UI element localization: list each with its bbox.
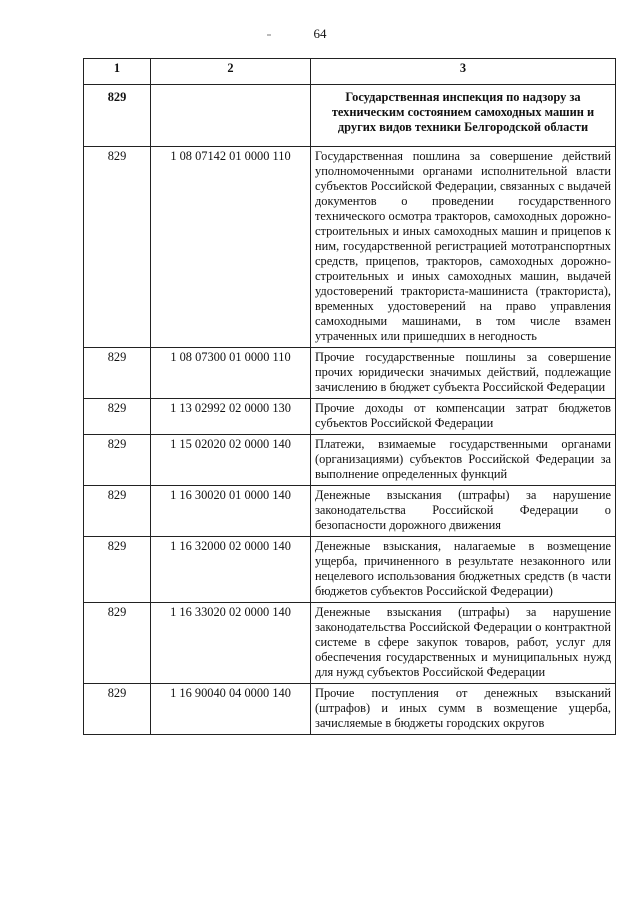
admin-code-cell: 829 [84, 537, 151, 603]
administrator-kbk [151, 85, 311, 147]
table-row [84, 348, 616, 399]
administrator-code: 829 [84, 85, 151, 147]
kbk-code-cell: 1 16 33020 02 0000 140 [151, 603, 311, 684]
table-row [84, 147, 616, 348]
admin-code-cell: 829 [84, 486, 151, 537]
table-row [84, 603, 616, 684]
kbk-code-cell: 1 16 90040 04 0000 140 [151, 684, 311, 735]
kbk-code-cell: 1 08 07300 01 0000 110 [151, 348, 311, 399]
administrator-name: Государственная инспекция по надзору за техническим состоянием самоходных машин и других видов техники Белгородской области [311, 85, 616, 147]
revenue-description-cell: Государственная пошлина за совершение действий уполномоченными органами исполнительной власти субъектов Российской Федерации, связанных с выдачей документов о проведении государственного технического осмотра тракторов, самоходных дорожно-строительных и иных самоходных машин и прицепов к ним, государственной регистрацией мототранспортных средств, прицепов, тракторов, самоходных дорожно-строительных и иных самоходных машин, выдачей удостоверений тракториста-машиниста (тракториста), временных удостоверений на право управления самоходными машинами, в том числе взамен утраченных или пришедших в негодность [311, 147, 616, 348]
page-number: 64 [313, 26, 327, 41]
kbk-code-cell: 1 16 32000 02 0000 140 [151, 537, 311, 603]
admin-code-cell: 829 [84, 348, 151, 399]
kbk-code-cell: 1 13 02992 02 0000 130 [151, 399, 311, 435]
revenue-description-cell: Денежные взыскания, налагаемые в возмещение ущерба, причиненного в результате незаконного или нецелевого использования бюджетных средств (в части бюджетов субъектов Российской Федерации) [311, 537, 616, 603]
table-row [84, 399, 616, 435]
admin-code-cell: 829 [84, 684, 151, 735]
table-row [84, 435, 616, 486]
revenue-description-cell: Платежи, взимаемые государственными органами (организациями) субъектов Российской Федерации за выполнение определенных функций [311, 435, 616, 486]
kbk-code-cell: 1 15 02020 02 0000 140 [151, 435, 311, 486]
admin-code-cell: 829 [84, 435, 151, 486]
admin-code-cell: 829 [84, 399, 151, 435]
column-header-3: 3 [311, 59, 616, 85]
revenue-code-table [83, 58, 616, 735]
table-row [84, 684, 616, 735]
table-row [84, 486, 616, 537]
revenue-description-cell: Прочие государственные пошлины за совершение прочих юридически значимых действий, подлежащие зачислению в бюджет субъекта Российской Федерации [311, 348, 616, 399]
administrator-row [84, 85, 616, 147]
admin-code-cell: 829 [84, 603, 151, 684]
scan-speck [267, 34, 271, 36]
kbk-code-cell: 1 08 07142 01 0000 110 [151, 147, 311, 348]
table-header-row [84, 59, 616, 85]
admin-code-cell: 829 [84, 147, 151, 348]
table-row [84, 537, 616, 603]
kbk-code-cell: 1 16 30020 01 0000 140 [151, 486, 311, 537]
column-header-1: 1 [84, 59, 151, 85]
revenue-description-cell: Денежные взыскания (штрафы) за нарушение законодательства Российской Федерации о контрактной системе в сфере закупок товаров, работ, услуг для обеспечения государственных и муниципальных нужд для нужд субъектов Российской Федерации [311, 603, 616, 684]
revenue-description-cell: Денежные взыскания (штрафы) за нарушение законодательства Российской Федерации о безопасности дорожного движения [311, 486, 616, 537]
column-header-2: 2 [151, 59, 311, 85]
revenue-description-cell: Прочие доходы от компенсации затрат бюджетов субъектов Российской Федерации [311, 399, 616, 435]
revenue-description-cell: Прочие поступления от денежных взысканий (штрафов) и иных сумм в возмещение ущерба, зачисляемые в бюджеты городских округов [311, 684, 616, 735]
